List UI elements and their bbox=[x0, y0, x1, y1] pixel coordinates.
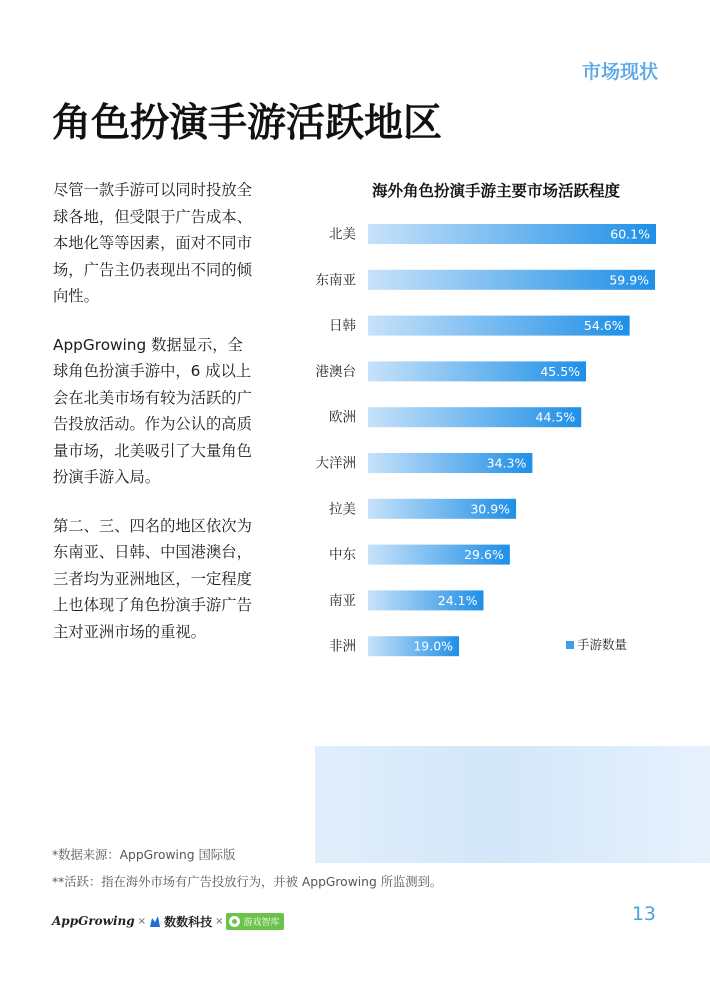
value-label: 24.1% bbox=[437, 592, 478, 608]
section-tag: 市场现状 bbox=[581, 61, 658, 83]
footer-logos bbox=[52, 910, 284, 932]
legend-swatch bbox=[566, 641, 574, 649]
page-number: 13 bbox=[631, 903, 656, 925]
paragraph-1: 尽管一款手游可以同时投放全球各地，但受限于广告成本、本地化等等因素，面对不同市场，广告主仍表现出不同的倾向性。 bbox=[53, 181, 252, 305]
footnote-definition: **活跃：指在海外市场有广告投放行为，并被 AppGrowing 所监测到。 bbox=[52, 875, 443, 889]
category-label: 欧洲 bbox=[329, 409, 356, 426]
legend-label: 手游数量 bbox=[577, 637, 628, 652]
value-label: 19.0% bbox=[413, 638, 454, 654]
paragraph-2: AppGrowing 数据显示，全球角色扮演手游中，6 成以上会在北美市场有较为活跃的广告投放活动。作为公认的高质量市场，北美吸引了大量角色扮演手游入局。 bbox=[53, 335, 252, 486]
value-label: 59.9% bbox=[609, 272, 650, 288]
partner-mark-icon bbox=[229, 916, 240, 927]
value-label: 60.1% bbox=[610, 226, 650, 242]
partner-logo-text: 游戏智库 bbox=[243, 917, 280, 928]
category-label: 港澳台 bbox=[315, 363, 356, 380]
appgrowing-logo: AppGrowing bbox=[52, 914, 135, 928]
chart-title: 海外角色扮演手游主要市场活跃程度 bbox=[372, 182, 621, 200]
shushu-logo bbox=[149, 913, 212, 930]
value-label: 44.5% bbox=[535, 409, 576, 425]
bar-chart bbox=[300, 214, 660, 664]
partner-logo bbox=[226, 913, 284, 930]
chart-background-panel bbox=[315, 746, 710, 863]
body-text bbox=[53, 177, 258, 667]
shushu-logo-text: 数数科技 bbox=[164, 914, 213, 929]
logo-separator: × bbox=[215, 915, 224, 927]
page-title: 角色扮演手游活跃地区 bbox=[52, 101, 443, 146]
category-label: 东南亚 bbox=[315, 272, 356, 289]
shushu-mark-icon bbox=[149, 915, 161, 928]
bars-layer bbox=[316, 224, 657, 656]
category-label: 日韩 bbox=[329, 318, 356, 335]
category-label: 拉美 bbox=[329, 501, 356, 518]
chart-legend bbox=[566, 637, 627, 652]
category-label: 北美 bbox=[329, 226, 356, 243]
value-label: 54.6% bbox=[583, 318, 624, 334]
footnote-source: *数据来源：AppGrowing 国际版 bbox=[52, 848, 236, 862]
value-label: 34.3% bbox=[486, 455, 527, 471]
value-label: 45.5% bbox=[540, 363, 581, 379]
logo-separator: × bbox=[137, 915, 147, 927]
paragraph-3: 第二、三、四名的地区依次为东南亚、日韩、中国港澳台，三者均为亚洲地区，一定程度上也体现了角色扮演手游广告主对亚洲市场的重视。 bbox=[53, 516, 252, 641]
value-label: 29.6% bbox=[464, 547, 504, 563]
category-label: 大洋洲 bbox=[315, 455, 356, 472]
category-label: 南亚 bbox=[329, 592, 356, 609]
category-label: 非洲 bbox=[329, 638, 356, 655]
value-label: 30.9% bbox=[470, 501, 511, 517]
category-label: 中东 bbox=[329, 547, 356, 564]
